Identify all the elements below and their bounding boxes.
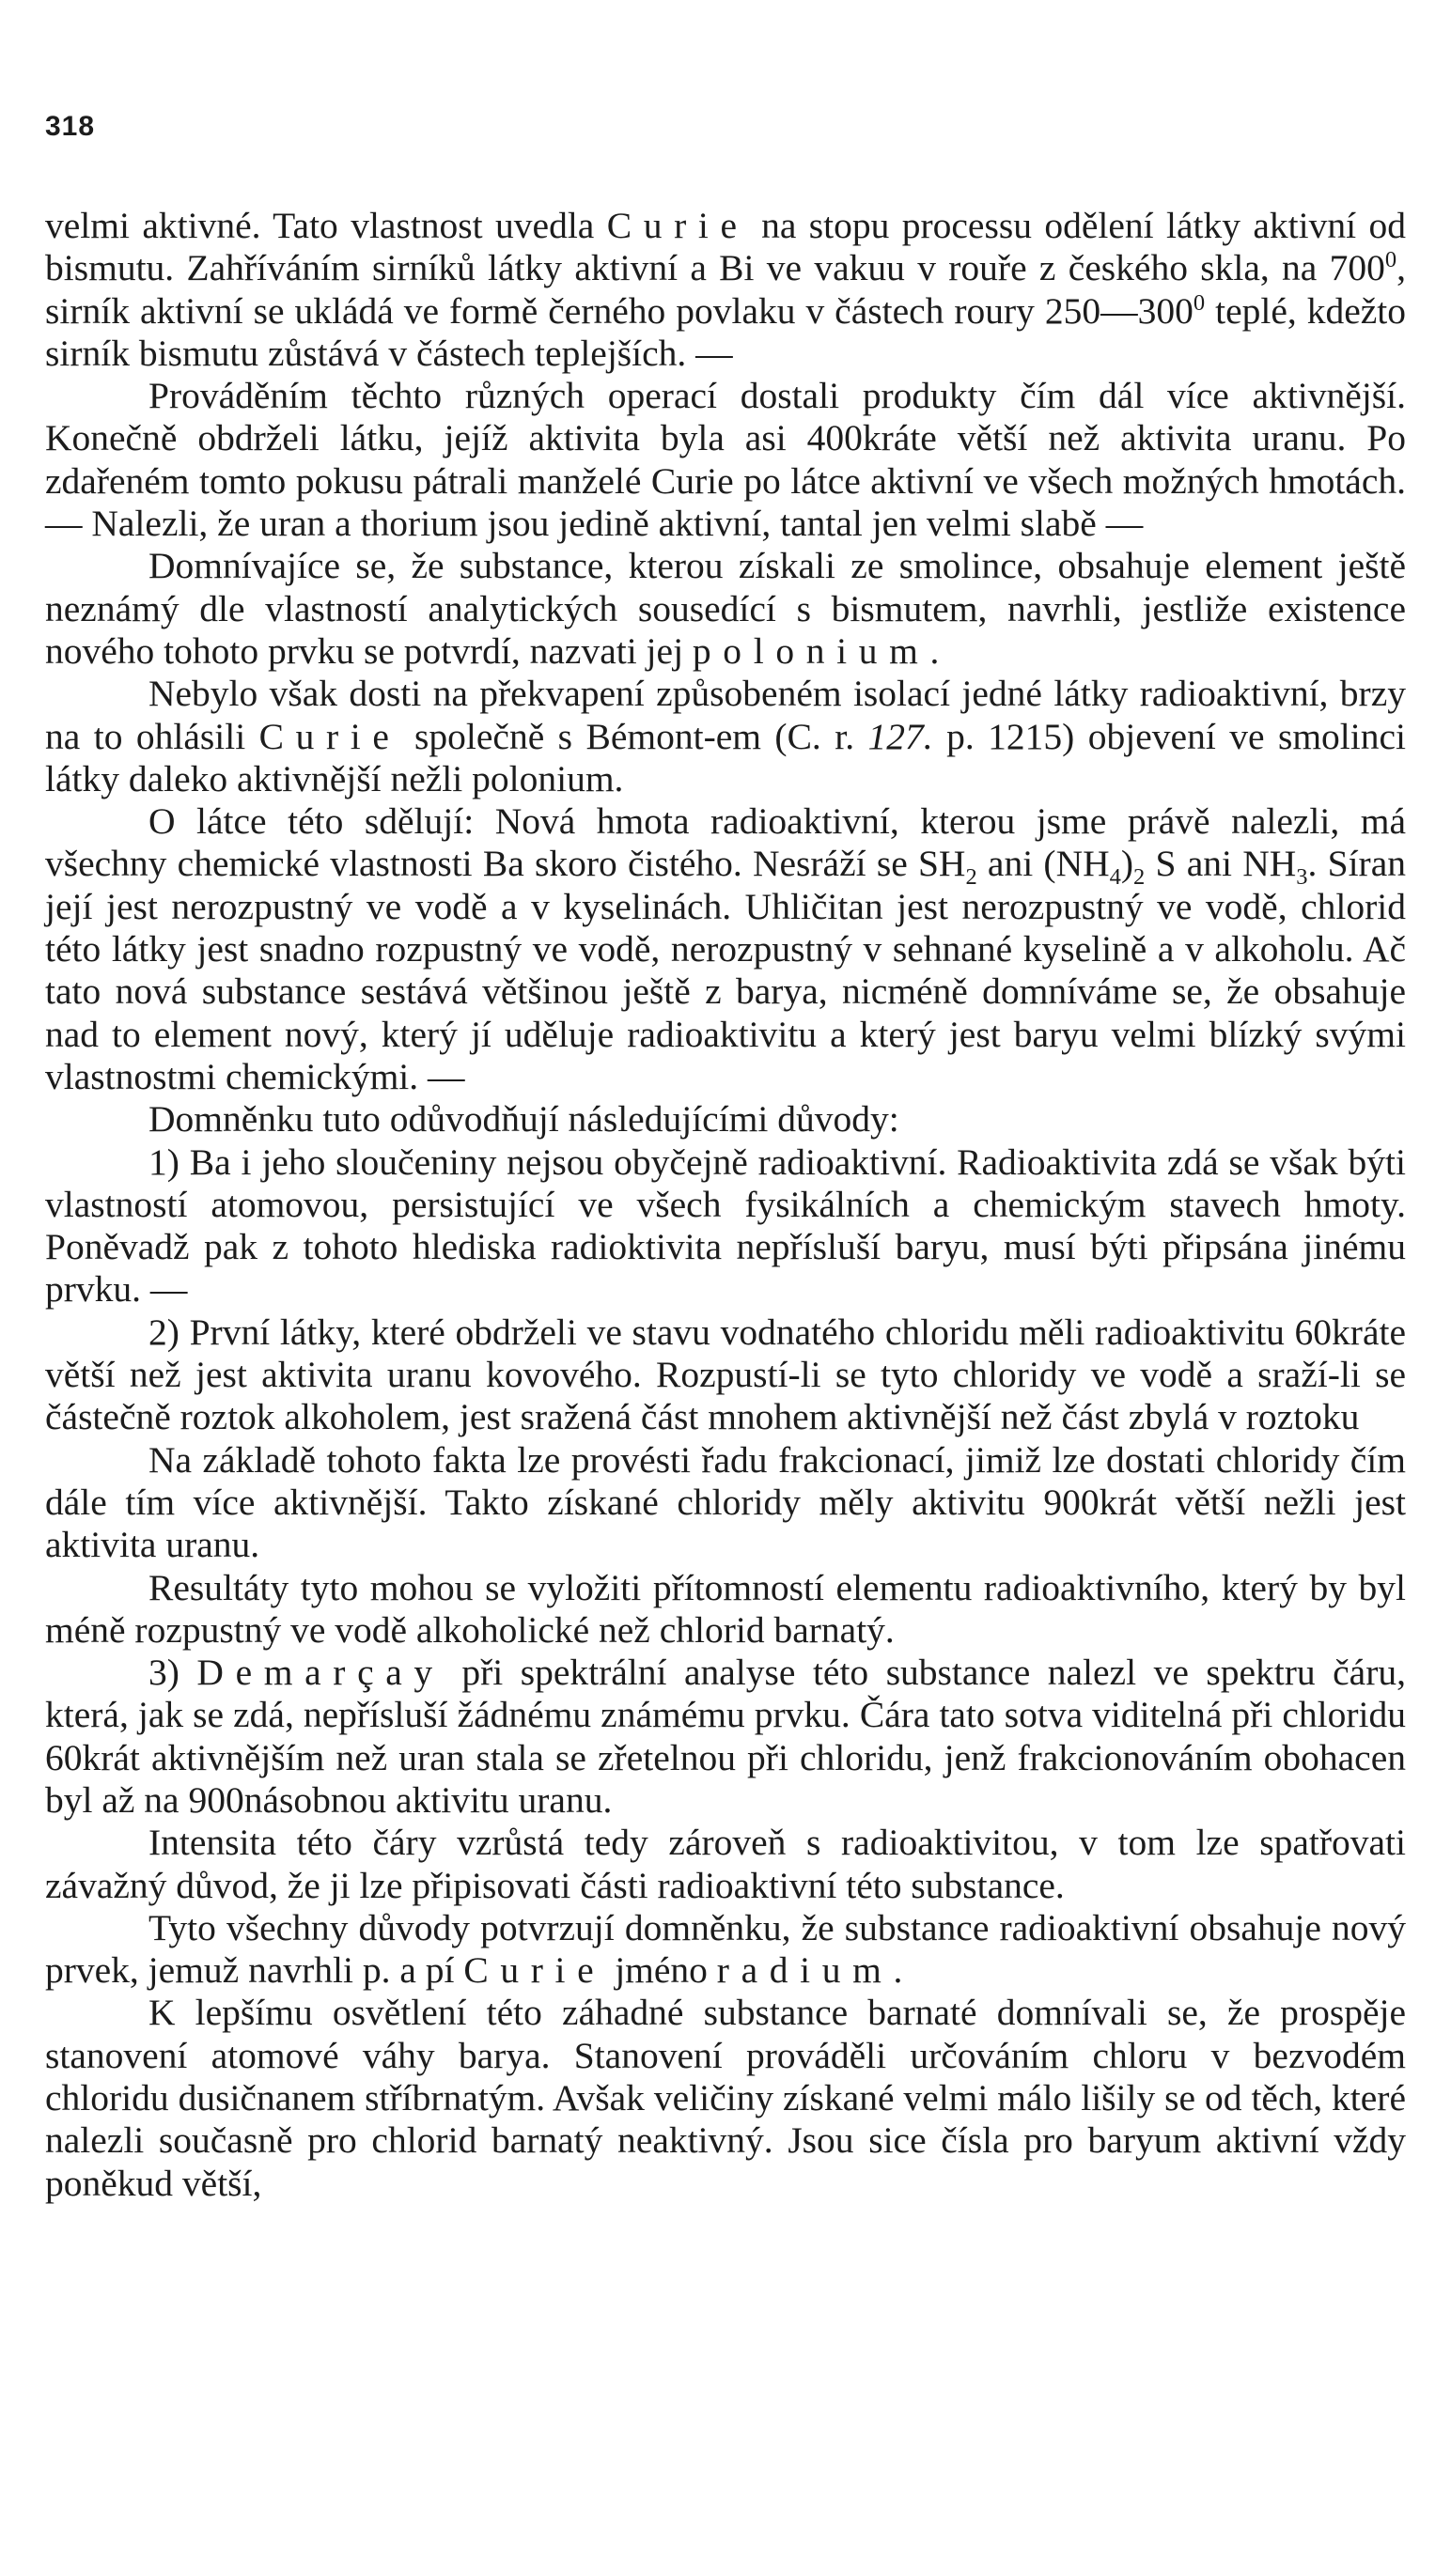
- text-run: .: [893, 1949, 903, 1992]
- text-run: Resultáty tyto mohou se vyložiti přítomností elementu radioaktivního, který by byl méně rozpustný ve vodě alkoholické než chlorid barnatý.: [45, 1566, 1406, 1651]
- text-run: 2) První látky, které obdrželi ve stavu vodnatého chloridu měli radioaktivitu 60kráte větší než jest aktivita uranu kovového. Rozpustí-li se tyto chloridy ve vodě a sraží-li se částečně roztok alkoholem, jest sražená část mnohem aktivnější než část zbylá v roztoku: [45, 1311, 1406, 1438]
- paragraph-p12: [45, 1822, 1406, 1907]
- subscript: 2: [1133, 864, 1146, 891]
- text-run: 127.: [867, 715, 933, 757]
- text-run: Prováděním těchto různých operací dostali produkty čím dál více aktivnější. Konečně obdrželi látku, jejíž aktivita byla asi 400kráte větší než aktivita uranu. Po zdařeném tomto pokusu pátrali manželé Curie po látce aktivní ve všech možných hmotách. — Nalezli, že uran a thorium jsou jedině aktivní, tantal jen velmi slabě —: [45, 375, 1406, 545]
- paragraph-p6: [45, 1098, 1406, 1141]
- spaced-name: Curie: [606, 205, 749, 246]
- text-run: jméno: [605, 1949, 717, 1992]
- text-run: Nebylo však dosti na překvapení způsobeném isolací jedné látky radioaktivní, brzy na to ohlásili: [45, 673, 1406, 757]
- text-run: při spektrální analyse této substance nalezl ve spektru čáru, která, jak se zdá, nepřísluší žádnému známému prvku. Čára tato sotva viditelná při chloridu 60krát aktivnějším než uran stala se zřetelnou při chloridu, jenž frakcionováním obohacen byl až na 900násobnou aktivitu uranu.: [45, 1652, 1406, 1821]
- subscript: 2: [965, 864, 977, 891]
- spaced-name: Curie: [258, 715, 401, 757]
- text-run: 3): [148, 1652, 197, 1694]
- subscript: 3: [1296, 864, 1308, 891]
- text-run: velmi aktivné. Tato vlastnost uvedla: [45, 205, 607, 246]
- text-run: 1) Ba i jeho sloučeniny nejsou obyčejně radioaktivní. Radioaktivita zdá se však býti vlastností atomovou, persistující ve všech fysikálních a chemickým stavech hmoty. Poněvadž pak z tohoto hlediska radioktivita nepřísluší baryu, musí býti připsána jinému prvku. —: [45, 1141, 1406, 1311]
- page-number: 318: [45, 111, 96, 142]
- text-run: .: [929, 629, 940, 672]
- paragraph-p10: [45, 1567, 1406, 1653]
- text-run: ani (NH: [976, 843, 1110, 885]
- paragraph-p5: [45, 800, 1406, 1098]
- text-run: Domněnku tuto odůvodňují následujícími důvody:: [148, 1098, 899, 1141]
- text-run: p. 1215) objevení ve smolinci látky daleko aktivnější nežli polonium.: [45, 715, 1407, 799]
- paragraph-p8: [45, 1311, 1406, 1439]
- text-run: S ani NH: [1145, 843, 1297, 885]
- paragraph-p4: [45, 673, 1406, 800]
- body-text: [45, 205, 1406, 2205]
- paragraph-p3: [45, 545, 1406, 673]
- text-run: na stopu processu odělení látky aktivní od bismutu. Zahříváním sirníků látky aktivní a Bi ve vakuu v rouře z českého skla, na 700: [45, 205, 1406, 289]
- paragraph-p7: [45, 1141, 1406, 1311]
- text-run: Domnívajíce se, že substance, kterou získali ze smolince, obsahuje element ještě neznámý dle vlastností analytických sousedící s bismutem, navrhli, jestliže existence nového tohoto prvku se potvrdí, nazvati jej: [45, 545, 1406, 672]
- superscript: 0: [1384, 247, 1397, 273]
- spaced-name: radium: [716, 1949, 894, 1992]
- text-run: Na základě tohoto fakta lze provésti řadu frakcionací, jimiž lze dostati chloridy čím dále tím více aktivnější. Takto získané chloridy měly aktivitu 900krát větší nežli jest aktivita uranu.: [45, 1438, 1406, 1566]
- spaced-name: Curie: [463, 1949, 606, 1992]
- superscript: 0: [1193, 289, 1206, 316]
- text-run: . Síran její jest nerozpustný ve vodě a v kyselinách. Uhličitan jest nerozpustný ve vodě, chlorid této látky jest snadno rozpustný ve vodě, nerozpustný v sehnané kyselině a v alkoholu. Ač tato nová substance sestává většinou ještě z barya, nicméně domníváme se, že obsahuje nad to element nový, který jí uděluje radioaktivitu a který jest baryu velmi blízký svými vlastnostmi chemickými. —: [45, 843, 1406, 1097]
- paragraph-p13: [45, 1907, 1406, 1993]
- spaced-name: Demarçay: [196, 1652, 445, 1694]
- text-run: Intensita této čáry vzrůstá tedy zároveň s radioaktivitou, v tom lze spatřovati závažný důvod, že ji lze připisovati části radioaktivní této substance.: [45, 1822, 1406, 1906]
- text-run: ): [1120, 843, 1134, 885]
- paragraph-p2: [45, 375, 1406, 545]
- subscript: 4: [1109, 864, 1121, 891]
- paragraph-p1: [45, 205, 1406, 375]
- text-run: , sirník aktivní se ukládá ve formě černého povlaku v částech roury 250—300: [45, 247, 1406, 332]
- text-run: teplé, kdežto sirník bismutu zůstává v částech teplejších. —: [45, 289, 1406, 374]
- text-run: O látce této sdělují: Nová hmota radioaktivní, kterou jsme právě nalezli, má všechny chemické vlastnosti Ba skoro čistého. Nesráží se SH: [45, 800, 1406, 885]
- spaced-name: polonium: [692, 629, 930, 672]
- text-run: K lepšímu osvětlení této záhadné substance barnaté domnívali se, že prospěje stanovení atomové váhy barya. Stanovení prováděli určováním chloru v bezvodém chloridu dusičnanem stříbrnatým. Avšak veličiny získané velmi málo lišily se od těch, které nalezli současně pro chlorid barnatý neaktivný. Jsou sice čísla pro baryum aktivní vždy poněkud větší,: [45, 1992, 1406, 2204]
- paragraph-p14: [45, 1992, 1406, 2204]
- text-run: společně s Bémont-em (C. r.: [400, 715, 868, 757]
- paragraph-p9: [45, 1439, 1406, 1567]
- paragraph-p11: [45, 1652, 1406, 1822]
- text-run: Tyto všechny důvody potvrzují domněnku, že substance radioaktivní obsahuje nový prvek, jemuž navrhli p. a pí: [45, 1906, 1406, 1992]
